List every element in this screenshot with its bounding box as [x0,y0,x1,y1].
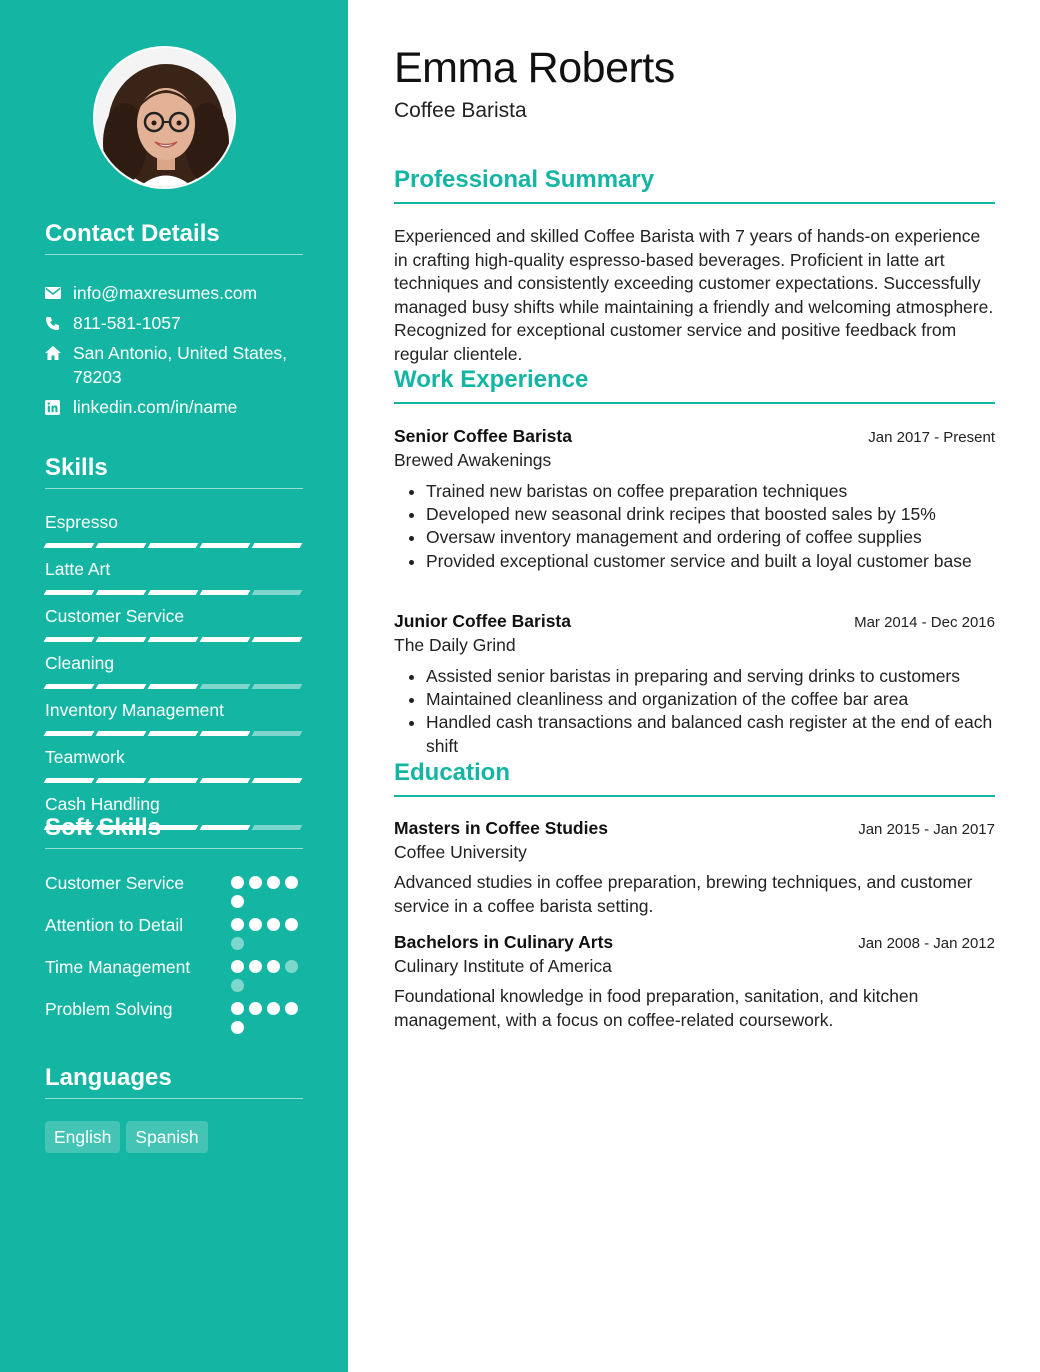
soft-skill-rating [231,871,303,908]
skills-section [45,454,303,840]
skill-name: Latte Art [45,559,111,579]
languages-heading: Languages [45,1064,303,1099]
contact-linkedin-text: linkedin.com/in/name [73,397,238,417]
soft-skill-rating [231,913,303,950]
skill-level-bar [45,637,303,642]
job-date: Mar 2014 - Dec 2016 [854,614,995,631]
skill-level-segment [148,637,199,642]
job-bullet: • Handled cash transactions and balanced cash register at the end of each shift [426,711,995,757]
job-bullets [394,665,995,758]
envelope-icon [45,281,73,305]
soft-skills-section [45,814,303,1039]
summary-heading: Professional Summary [394,166,995,204]
soft-skill-rating [231,955,303,992]
soft-skill-rating [231,997,303,1034]
rating-dot [249,960,262,973]
skill-level-segment [200,778,251,783]
rating-dot [231,1021,244,1034]
education-description: Foundational knowledge in food preparation, sanitation, and kitchen management, with a focus on coffee-related coursework. [394,986,919,1030]
skill-level-segment [44,778,95,783]
degree-title: Bachelors in Culinary Arts [394,932,614,952]
contact-phone[interactable] [45,311,303,335]
skill-level-segment [200,543,251,548]
soft-skill-item [45,997,303,1034]
job-title: Junior Coffee Barista [394,611,571,631]
rating-dot [267,960,280,973]
job-bullet: • Trained new baristas on coffee preparation techniques [426,480,995,503]
contact-phone-text: 811-581-1057 [73,313,181,333]
skill-level-segment [148,684,199,689]
job-bullet: • Provided exceptional customer service and built a loyal customer base [426,550,995,573]
skill-level-segment [200,684,251,689]
skill-level-segment [148,590,199,595]
linkedin-icon [45,395,73,419]
rating-dot [285,918,298,931]
candidate-role: Coffee Barista [394,99,527,122]
contact-section [45,220,303,425]
skill-level-segment [252,637,303,642]
language-tag: English [45,1121,120,1153]
skill-level-segment [96,684,147,689]
language-tag: Spanish [126,1121,207,1153]
job-bullet: • Oversaw inventory management and ordering of coffee supplies [426,526,995,549]
contact-address [45,341,303,389]
skill-level-segment [252,590,303,595]
job-bullets [394,480,995,573]
job-company: The Daily Grind [394,635,516,655]
avatar [93,46,236,189]
skill-level-segment [96,590,147,595]
education-date: Jan 2008 - Jan 2012 [858,935,995,952]
skills-heading: Skills [45,454,303,489]
soft-skill-name: Problem Solving [45,999,173,1019]
profile-photo [95,48,236,189]
rating-dot [285,960,298,973]
soft-skill-name: Customer Service [45,873,185,893]
skill-level-bar [45,778,303,783]
summary-text: Experienced and skilled Coffee Barista with 7 years of hands-on experience in crafting high-quality espresso-based beverages. Proficient in latte art techniques and consistently exceeding customer expectations. Successfully managed busy shifts while maintaining a friendly and welcoming atmosphere. Recognized for exceptional customer service and positive feedback from regular clientele. [394,226,994,364]
skill-name: Teamwork [45,747,125,767]
education-entry [394,816,995,918]
skill-level-segment [252,778,303,783]
job-entry [394,424,995,573]
skill-level-segment [148,778,199,783]
experience-heading: Work Experience [394,366,995,404]
contact-address-text: San Antonio, United States, 78203 [73,343,288,387]
rating-dot [231,876,244,889]
rating-dot [249,1002,262,1015]
job-title: Senior Coffee Barista [394,426,572,446]
contact-heading: Contact Details [45,220,303,255]
rating-dot [231,1002,244,1015]
skill-level-segment [148,543,199,548]
skill-name: Cleaning [45,653,115,673]
skill-item [45,511,303,548]
skill-name: Inventory Management [45,700,224,720]
soft-skill-name: Attention to Detail [45,915,184,935]
soft-skill-item [45,913,303,950]
rating-dot [231,937,244,950]
candidate-name: Emma Roberts [394,44,675,92]
skill-item [45,699,303,736]
rating-dot [231,979,244,992]
skill-level-bar [45,684,303,689]
skill-level-segment [44,590,95,595]
skill-name: Cash Handling [45,794,160,814]
rating-dot [231,960,244,973]
skill-level-segment [96,731,147,736]
rating-dot [231,918,244,931]
soft-skills-heading: Soft Skills [45,814,303,849]
rating-dot [285,1002,298,1015]
rating-dot [267,918,280,931]
job-company: Brewed Awakenings [394,450,552,470]
rating-dot [231,895,244,908]
languages-section [45,1064,303,1153]
skill-level-bar [45,590,303,595]
skill-item [45,558,303,595]
rating-dot [267,876,280,889]
skill-level-segment [96,543,147,548]
skill-level-segment [200,731,251,736]
rating-dot [285,876,298,889]
skill-level-segment [44,637,95,642]
education-heading: Education [394,759,995,797]
skill-name: Espresso [45,512,118,532]
skill-level-segment [252,731,303,736]
skill-name: Customer Service [45,606,185,626]
home-icon [45,341,73,365]
contact-email[interactable] [45,281,303,305]
skill-level-segment [44,543,95,548]
job-entry [394,609,995,758]
education-date: Jan 2015 - Jan 2017 [858,821,995,838]
job-bullet: • Assisted senior baristas in preparing and serving drinks to customers [426,665,995,688]
skill-level-segment [252,543,303,548]
skill-level-segment [44,684,95,689]
school-name: Coffee University [394,842,527,862]
skill-level-segment [148,731,199,736]
soft-skills-list [45,871,303,1034]
rating-dot [267,1002,280,1015]
contact-list [45,281,303,419]
skill-level-bar [45,731,303,736]
rating-dot [249,918,262,931]
skill-item [45,746,303,783]
language-tags [45,1121,303,1153]
education-description: Advanced studies in coffee preparation, brewing techniques, and customer service in a coffee barista setting. [394,872,973,916]
skill-level-segment [252,684,303,689]
degree-title: Masters in Coffee Studies [394,818,608,838]
skill-level-segment [96,637,147,642]
contact-email-text: info@maxresumes.com [73,283,258,303]
job-bullet: • Maintained cleanliness and organization of the coffee bar area [426,688,995,711]
skill-item [45,605,303,642]
skill-level-bar [45,543,303,548]
rating-dot [249,876,262,889]
skill-level-segment [200,637,251,642]
job-date: Jan 2017 - Present [868,429,995,446]
contact-linkedin[interactable] [45,395,303,419]
education-entry [394,930,995,1032]
soft-skill-name: Time Management [45,957,191,977]
phone-icon [45,311,73,335]
skills-list [45,511,303,830]
soft-skill-item [45,871,303,908]
skill-item [45,652,303,689]
skill-level-segment [96,778,147,783]
skill-level-segment [200,590,251,595]
job-bullet: • Developed new seasonal drink recipes that boosted sales by 15% [426,503,995,526]
school-name: Culinary Institute of America [394,956,612,976]
soft-skill-item [45,955,303,992]
skill-level-segment [44,731,95,736]
sidebar [0,0,348,1372]
